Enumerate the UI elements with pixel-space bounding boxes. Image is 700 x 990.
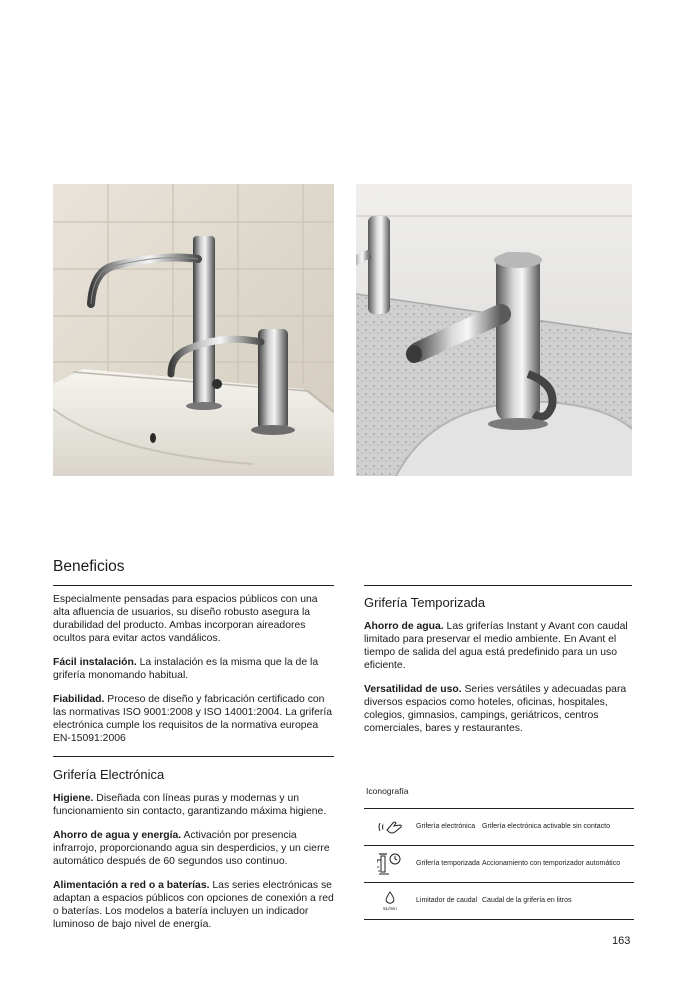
item-label: Higiene. xyxy=(53,793,94,804)
beneficio-item-instalacion xyxy=(53,656,334,682)
item-text: Las series electrónicas se adaptan a espacios públicos con opciones de conexión a red o baterías. Los modelos a batería incluyen un indicador luminoso de bajo nivel de energía. xyxy=(53,880,334,930)
temporizada-title: Grifería Temporizada xyxy=(364,595,486,610)
item-text: La instalación es la misma que la de la grifería monomando habitual. xyxy=(53,657,319,681)
icon-desc: Grifería electrónica activable sin contacto xyxy=(482,822,611,830)
water-drop-icon xyxy=(364,891,416,911)
right-column xyxy=(364,585,632,746)
item-text: Diseñada con líneas puras y modernas y un funcionamiento sin contacto, garantizando máxima higiene. xyxy=(53,793,327,817)
icon-row xyxy=(364,882,634,920)
item-label: Ahorro de agua. xyxy=(364,621,444,632)
sensor-hand-icon xyxy=(364,819,416,835)
item-label: Alimentación a red o a baterías. xyxy=(53,880,210,891)
electronica-item-alimentacion xyxy=(53,879,334,931)
beneficios-intro: Especialmente pensadas para espacios públicos con una alta afluencia de usuarios, su diseño robusto asegura la durabilidad del producto. Ambas incorporan aireadores ocultos para evitar actos vandálicos. xyxy=(53,594,318,644)
icon-name: Limitador de caudal xyxy=(416,896,478,904)
electronica-rule xyxy=(53,756,334,757)
iconografia-title: Iconografía xyxy=(366,786,409,796)
beneficio-item-fiabilidad xyxy=(53,693,334,745)
temporizada-item-ahorro xyxy=(364,620,632,672)
page-number: 163 xyxy=(612,935,631,947)
temporizada-item-versatilidad xyxy=(364,683,632,735)
electronica-item-higiene xyxy=(53,792,334,818)
item-text: Las griferías Instant y Avant con caudal limitado para preservar el medio ambiente. En Avant el tiempo de salida del agua está predefinido para un uso eficiente. xyxy=(364,621,628,671)
item-text: Proceso de diseño y fabricación certificado con las normativas ISO 9001:2008 y ISO 14001:2004. La grifería electrónica cumple los requisitos de la normativa europea EN-15091:2006 xyxy=(53,694,332,744)
timer-faucet-icon xyxy=(364,852,416,876)
icon-row xyxy=(364,808,634,845)
icon-row xyxy=(364,845,634,882)
electronica-item-ahorro xyxy=(53,829,334,868)
photo-timed-faucets xyxy=(356,184,632,476)
item-label: Fácil instalación. xyxy=(53,657,137,668)
beneficios-rule xyxy=(53,585,334,586)
electronica-title: Grifería Electrónica xyxy=(53,767,165,782)
flow-unit-label: 5L/min xyxy=(383,906,397,911)
temporizada-rule xyxy=(364,585,632,586)
photo-electronic-faucets xyxy=(53,184,334,476)
icon-desc: Accionamiento con temporizador automático xyxy=(482,859,621,867)
item-text: Activación por presencia infrarrojo, proporcionando agua sin desperdicios, y un cierre automático después de 60 segundos uso continuo. xyxy=(53,830,330,867)
item-label: Ahorro de agua y energía. xyxy=(53,830,182,841)
icon-name: Grifería electrónica xyxy=(416,822,476,830)
item-label: Versatilidad de uso. xyxy=(364,684,462,695)
item-text: Series versátiles y adecuadas para diversos espacios como hoteles, oficinas, hospitales, colegios, gimnasios, campings, geriátricos, centros comerciales, bares y restaurantes. xyxy=(364,684,627,734)
icon-name: Grifería temporizada xyxy=(416,859,480,867)
beneficios-title: Beneficios xyxy=(53,558,125,575)
icon-desc: Caudal de la grifería en litros xyxy=(482,896,572,904)
item-label: Fiabilidad. xyxy=(53,694,105,705)
left-column xyxy=(53,558,334,942)
iconografia-table xyxy=(364,786,634,920)
